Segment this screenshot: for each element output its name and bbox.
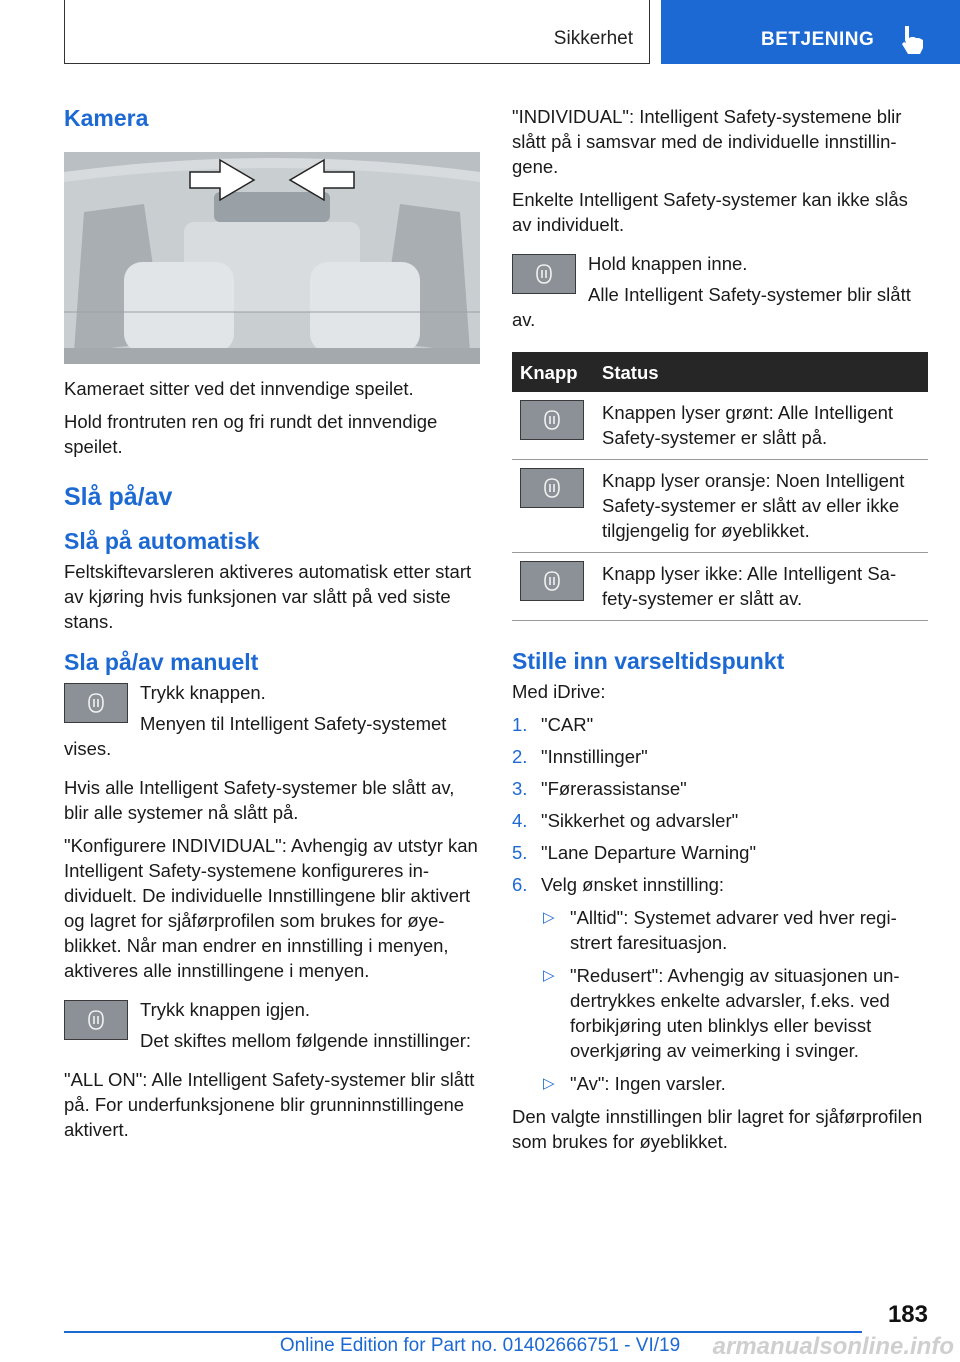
column-header-status: Status — [594, 352, 928, 392]
table-cell-icon — [512, 392, 594, 460]
step-number: 1. — [512, 714, 528, 735]
kamera-heading: Kamera — [64, 105, 149, 131]
table-cell-icon — [512, 553, 594, 621]
manual-paragraph-2: "Konfigurere INDIVIDUAL": Avhengig av utstyr kan Intelligent Safety-systemene konfigureres individuelt. De individuelle Innstillingene blir aktivert og lagret for sjåførprofilen som brukes for øyeblikket. Når man endrer en innstilling i menyen, aktiveres alle innstillingene i menyen. — [64, 835, 478, 981]
manual-button-1-line-2: Menyen til Intelligent Safety-systemet vises. — [64, 713, 447, 759]
list-item — [512, 744, 928, 769]
header-chapter-title: BETJENING — [761, 29, 875, 50]
kamera-paragraph-2: Hold frontruten ren og fri rundt det innvendige speilet. — [64, 411, 438, 457]
manual-heading: Sla på/av manuelt — [64, 649, 259, 675]
status-table — [512, 352, 928, 621]
list-item — [512, 712, 928, 737]
list-item — [512, 808, 928, 833]
right-column — [512, 104, 928, 1162]
step-number: 4. — [512, 810, 528, 831]
header-section-title: Sikkerhet — [553, 28, 633, 49]
list-item — [541, 963, 928, 1063]
footer-edition: Online Edition for Part no. 01402666751 - VI/19 — [279, 1335, 681, 1356]
table-cell-status: Knapp lyser oransje: Noen Intelligent Safety-systemer er slått av eller ikke tilgjengelig for øyeblikket. — [594, 460, 928, 553]
triangle-bullet-icon: ▷ — [543, 1075, 555, 1092]
manual-paragraph-3: "ALL ON": Alle Intelligent Safety-systemer blir slått på. For underfunksjonene blir grunninnstillingene aktivert. — [64, 1069, 475, 1140]
step-text: "Sikkerhet og advarsler" — [541, 810, 739, 831]
list-item — [541, 1071, 928, 1096]
column-header-button: Knapp — [512, 352, 594, 392]
table-row — [512, 392, 928, 460]
step-number: 5. — [512, 842, 528, 863]
manual-button-1-line-1: Trykk knappen. — [140, 682, 266, 703]
manual-button-2-line-1: Trykk knappen igjen. — [140, 999, 311, 1020]
step-number: 6. — [512, 874, 528, 895]
triangle-bullet-icon: ▷ — [543, 909, 555, 926]
table-row — [512, 460, 928, 553]
hold-line-1: Hold knappen inne. — [588, 253, 748, 274]
intelligent-safety-button-icon — [512, 254, 576, 294]
step-number: 3. — [512, 778, 528, 799]
table-cell-status: Knappen lyser grønt: Alle Intelligent Safety-systemer er slått på. — [594, 392, 928, 460]
list-item — [541, 905, 928, 955]
left-column — [64, 104, 480, 1150]
auto-heading: Slå på automatisk — [64, 528, 260, 554]
step-text: Velg ønsket innstilling: — [541, 874, 725, 895]
manual-button-instruction-1 — [64, 680, 480, 767]
closing-paragraph: Den valgte innstillingen blir lagret for sjåførprofilen som brukes for øyeblikket. — [512, 1106, 923, 1152]
hold-button-instruction — [512, 251, 928, 338]
intelligent-safety-button-icon — [64, 683, 128, 723]
table-cell-status: Knapp lyser ikke: Alle Intelligent Safety-systemer er slått av. — [594, 553, 928, 621]
step-text: "CAR" — [541, 714, 594, 735]
status-table-header — [512, 352, 928, 392]
steps-list — [512, 712, 928, 1096]
option-text: "Redusert": Avhengig av situasjonen undertrykkes enkelte advarsler, f.eks. ved forbikjøring uten blinklys eller bevisst overkjøring av veimerking i svinger. — [570, 965, 900, 1061]
timing-intro: Med iDrive: — [512, 681, 606, 702]
manual-button-2-line-2: Det skiftes mellom følgende innstillinger: — [140, 1030, 472, 1051]
list-item — [512, 776, 928, 801]
section-heading: Slå på/av — [64, 483, 173, 511]
manual-button-instruction-2 — [64, 997, 480, 1059]
intelligent-safety-button-icon — [64, 1000, 128, 1040]
kamera-paragraph-1: Kameraet sitter ved det innvendige speilet. — [64, 378, 414, 399]
triangle-bullet-icon: ▷ — [543, 967, 555, 984]
timing-heading: Stille inn varseltidspunkt — [512, 648, 785, 674]
auto-paragraph: Feltskiftevarsleren aktiveres automatisk etter start av kjøring hvis funksjonen var slått på ved siste stans. — [64, 561, 472, 632]
hold-line-2: Alle Intelligent Safety-systemer blir slått av. — [512, 284, 911, 330]
list-item — [512, 840, 928, 865]
options-list — [541, 905, 928, 1096]
watermark: armanualsonline.info — [712, 1333, 954, 1360]
manual-paragraph-1: Hvis alle Intelligent Safety-systemer ble slått av, blir alle systemer nå slått på. — [64, 777, 455, 823]
header-section-tab — [64, 0, 650, 64]
step-text: "Innstillinger" — [541, 746, 648, 767]
camera-interior-photo — [64, 152, 480, 364]
individual-paragraph: "INDIVIDUAL": Intelligent Safety-systemene blir slått på i samsvar med de individuelle innstillingene. — [512, 106, 902, 177]
individual-paragraph-2: Enkelte Intelligent Safety-systemer kan ikke slås av individuelt. — [512, 189, 908, 235]
step-text: "Førerassistanse" — [541, 778, 687, 799]
option-text: "Av": Ingen varsler. — [570, 1073, 726, 1094]
step-text: "Lane Departure Warning" — [541, 842, 757, 863]
table-cell-icon — [512, 460, 594, 553]
pointing-hand-icon — [898, 24, 926, 56]
intelligent-safety-button-icon — [520, 400, 584, 440]
intelligent-safety-button-icon — [520, 468, 584, 508]
page-number: 183 — [887, 1301, 928, 1328]
header-chapter-tab — [661, 0, 960, 64]
intelligent-safety-button-icon — [520, 561, 584, 601]
step-number: 2. — [512, 746, 528, 767]
option-text: "Alltid": Systemet advarer ved hver registrert faresituasjon. — [570, 907, 897, 953]
list-item — [512, 872, 928, 1096]
table-row — [512, 553, 928, 621]
